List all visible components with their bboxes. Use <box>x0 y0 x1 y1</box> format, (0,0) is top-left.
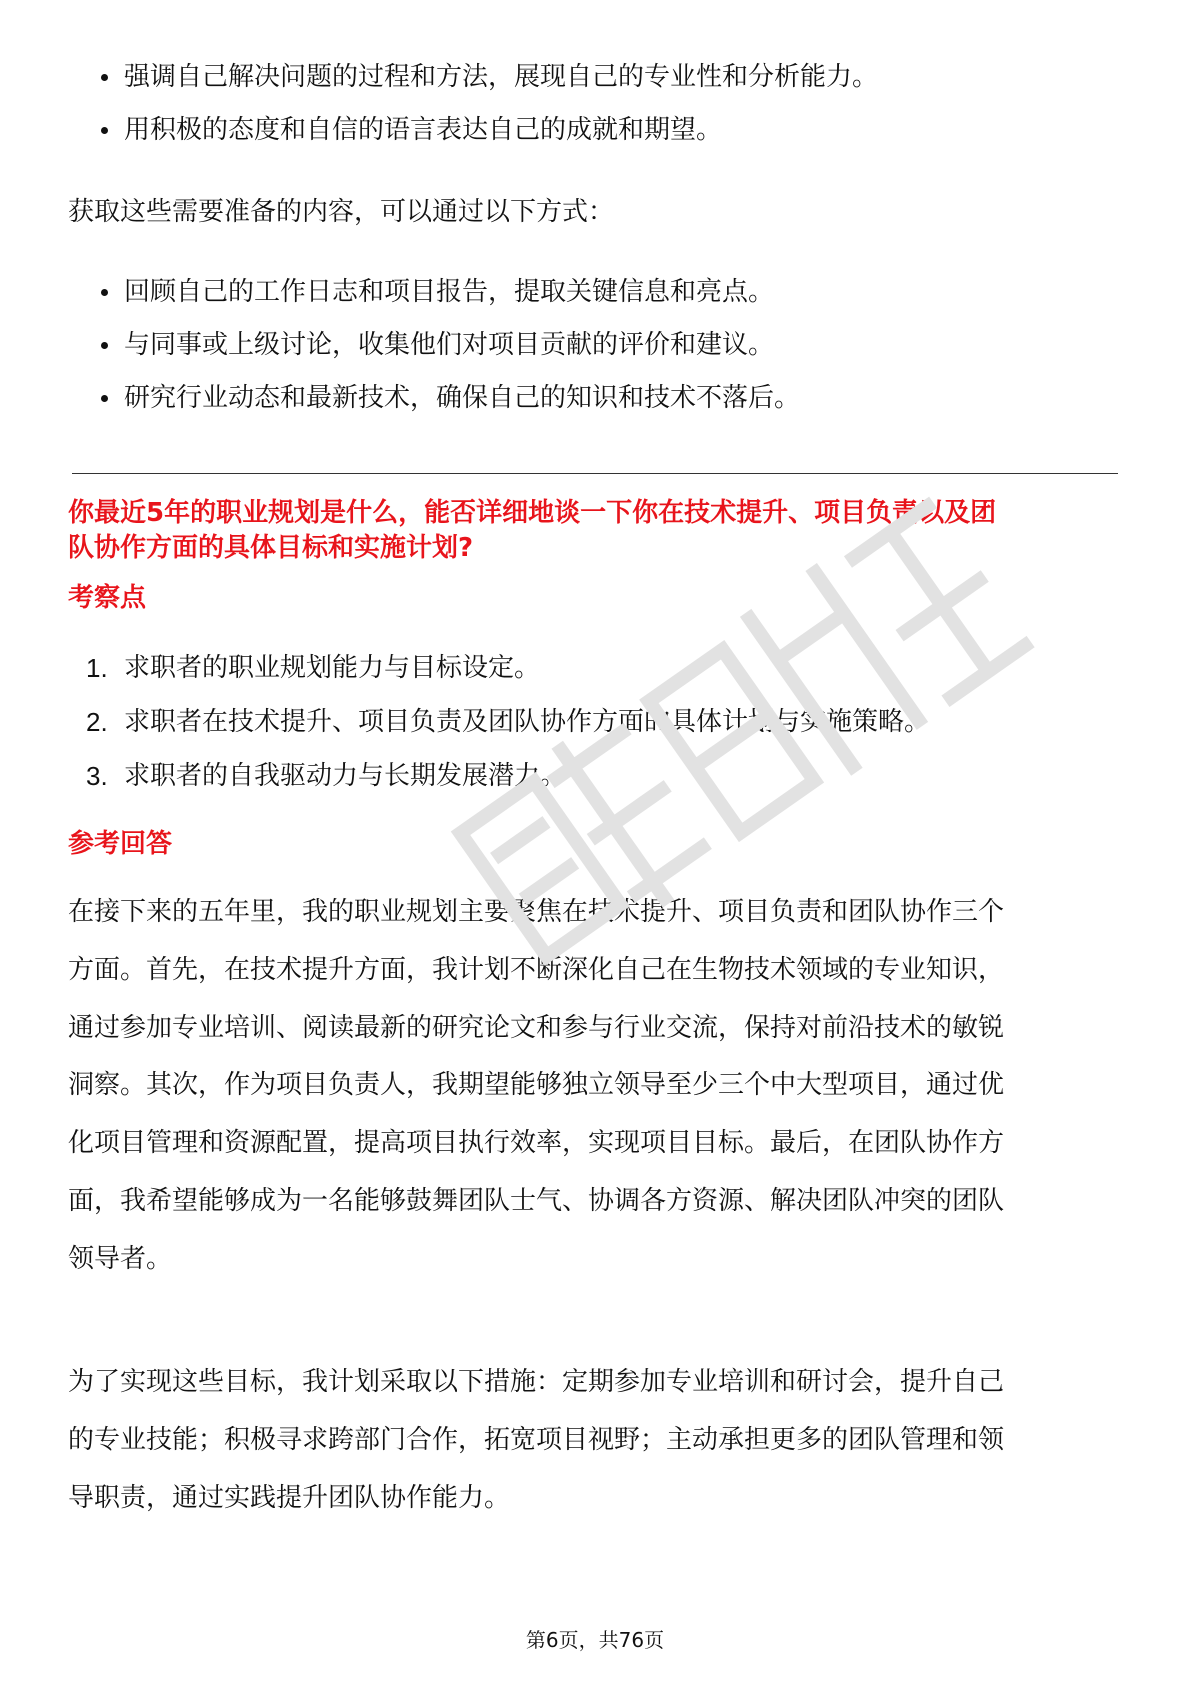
list-item: 与同事或上级讨论，收集他们对项目贡献的评价和建议。 <box>72 328 1118 362</box>
list-item <box>72 651 1118 685</box>
assessment-label: 考察点 <box>68 583 147 613</box>
paragraph-line: 通过参加专业培训、阅读最新的研究论文和参与行业交流，保持对前沿技术的敏锐 <box>68 1012 1005 1043</box>
list-item: 用积极的态度和自信的语言表达自己的成就和期望。 <box>72 113 1118 147</box>
reference-label: 参考回答 <box>68 829 173 859</box>
item-text: 求职者的自我驱动力与长期发展潜力。 <box>124 761 567 791</box>
paragraph-line: 面，我希望能够成为一名能够鼓舞团队士气、协调各方资源、解决团队冲突的团队 <box>68 1185 1005 1216</box>
reference-paragraph-1 <box>68 884 1118 1289</box>
list-item: 强调自己解决问题的过程和方法，展现自己的专业性和分析能力。 <box>72 60 1118 94</box>
paragraph-line: 导职责，通过实践提升团队协作能力。 <box>68 1482 511 1513</box>
item-text: 求职者在技术提升、项目负责及团队协作方面的具体计划与实施策略。 <box>124 707 931 737</box>
paragraph-line: 在接下来的五年里，我的职业规划主要聚焦在技术提升、项目负责和团队协作三个 <box>68 897 1005 927</box>
item-text: 求职者的职业规划能力与目标设定。 <box>124 653 541 683</box>
section-divider <box>72 473 1118 474</box>
paragraph-line: 洞察。其次，作为项目负责人，我期望能够独立领导至少三个中大型项目，通过优 <box>68 1070 1005 1101</box>
prep-intro-text: 获取这些需要准备的内容，可以通过以下方式： <box>68 197 615 227</box>
item-number: 1. <box>86 653 108 683</box>
reference-paragraph-2 <box>68 1354 1118 1527</box>
paragraph-line: 的专业技能；积极寻求跨部门合作，拓宽项目视野；主动承担更多的团队管理和领 <box>68 1424 1005 1455</box>
page-footer: 第6页，共76页 <box>525 1628 665 1652</box>
assessment-list <box>72 651 1118 793</box>
question-line: 队协作方面的具体目标和实施计划? <box>68 533 474 563</box>
prep-bullet-list <box>72 275 1118 415</box>
paragraph-line: 方面。首先，在技术提升方面，我计划不断深化自己在生物技术领域的专业知识， <box>68 954 1005 985</box>
list-item: 回顾自己的工作日志和项目报告，提取关键信息和亮点。 <box>72 275 1118 309</box>
question-heading <box>68 496 1118 566</box>
top-bullet-list <box>72 60 1118 147</box>
question-line: 你最近5年的职业规划是什么，能否详细地谈一下你在技术提升、项目负责以及团 <box>68 498 997 528</box>
item-number: 2. <box>86 707 108 737</box>
paragraph-line: 化项目管理和资源配置，提高项目执行效率，实现项目目标。最后，在团队协作方 <box>68 1128 1005 1159</box>
list-item: 研究行业动态和最新技术，确保自己的知识和技术不落后。 <box>72 381 1118 415</box>
item-number: 3. <box>86 761 108 791</box>
paragraph-line: 为了实现这些目标，我计划采取以下措施：定期参加专业培训和研讨会，提升自己 <box>68 1367 1005 1397</box>
paragraph-line: 领导者。 <box>68 1243 173 1274</box>
list-item <box>72 705 1118 739</box>
list-item <box>72 759 1118 793</box>
